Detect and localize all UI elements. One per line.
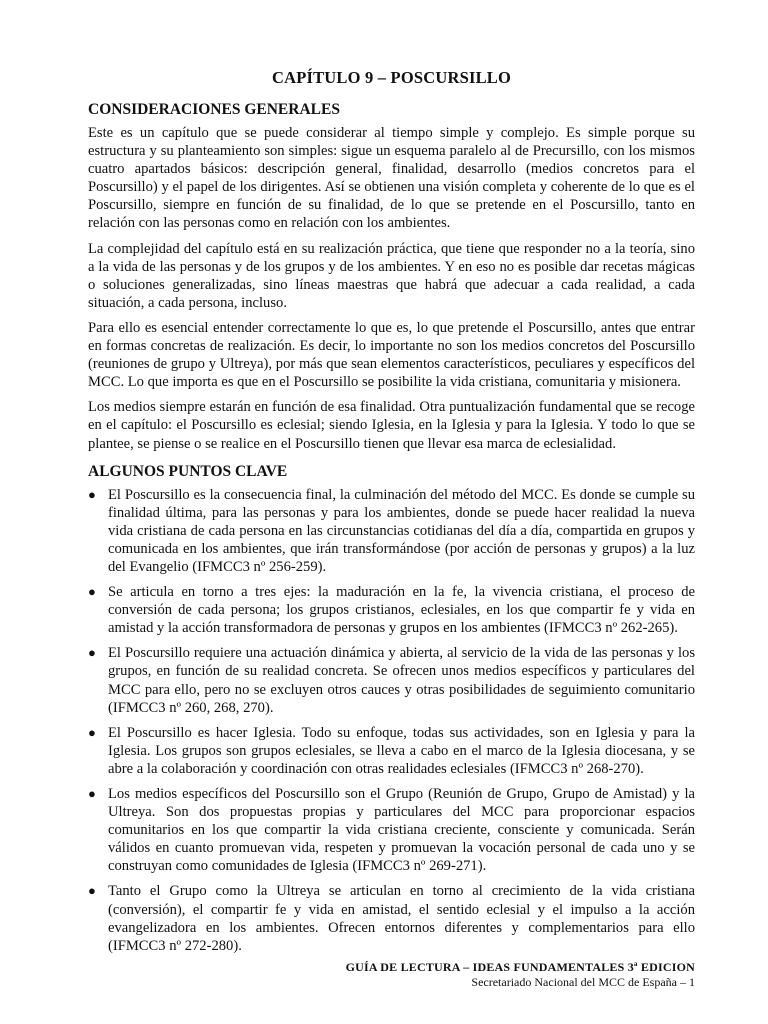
page-footer (346, 960, 695, 990)
list-item-text: Se articula en torno a tres ejes: la maduración en la fe, la vivencia cristiana, el proceso de conversión de cada persona; los grupos cristianos, eclesiales, en los que compartir fe y vida en amistad y la acción transformadora de personas y grupos en los ambientes (IFMCC3 nº 262-265). (108, 584, 695, 637)
footer-subtitle: Secretariado Nacional del MCC de España – 1 (471, 975, 695, 989)
paragraph: La complejidad del capítulo está en su realización práctica, que tiene que responder no a la teoría, sino a la vida de las personas y de los grupos y de los ambientes. Y en eso no es posible dar recetas mágicas o soluciones generalizadas, sino líneas maestras que habrá que adecuar a cada realidad, a cada situación, a cada persona, incluso. (88, 240, 695, 311)
list-item (88, 644, 695, 716)
list-item-text: El Poscursillo es la consecuencia final, la culminación del método del MCC. Es donde se cumple su finalidad última, para las personas y para los ambientes, donde se puede hacer realidad la nueva vida cristiana de cada persona en las circunstancias cotidianas del día a día, compartida en grupos y comunicada en los ambientes, que irán transformándose (por acción de personas y grupos) a la luz del Evangelio (IFMCC3 nº 256-259). (108, 486, 695, 575)
list-item-text: Los medios específicos del Poscursillo son el Grupo (Reunión de Grupo, Grupo de Amistad) y la Ultreya. Son dos propuestas propias y particulares del MCC para proporcionar espacios comunitarios en los que compartir la vida cristiana creciente, consciente y comunicada. Serán válidos en cuanto promuevan vida, respeten y promuevan la vocación personal de cada uno y se construyan como comunidades de Iglesia (IFMCC3 nº 269-271). (108, 786, 695, 875)
list-item (88, 486, 695, 576)
list-item (88, 785, 695, 875)
bullet-icon: ● (88, 584, 96, 600)
list-item-text: El Poscursillo es hacer Iglesia. Todo su enfoque, todas sus actividades, son en Iglesia y para la Iglesia. Los grupos son grupos eclesiales, se lleva a cabo en el marco de la Iglesia diocesana, y se abre a la colaboración y coordinación con otras realidades eclesiales (IFMCC3 nº 268-270). (108, 724, 695, 777)
bullet-icon: ● (88, 645, 96, 661)
paragraph: Los medios siempre estarán en función de esa finalidad. Otra puntualización fundamental que se recoge en el capítulo: el Poscursillo es eclesial; siendo Iglesia, en la Iglesia y para la Iglesia. Y todo lo que se plantee, se piense o se realice en el Poscursillo tienen que llevar esa marca de eclesialidad. (88, 399, 695, 452)
list-item (88, 583, 695, 637)
bullet-icon: ● (88, 883, 96, 899)
list-item-text: El Poscursillo requiere una actuación dinámica y abierta, al servicio de la vida de las personas y los grupos, en función de su realidad concreta. Se ofrecen unos medios específicos y particulares del MCC para ello, pero no se excluyen otros cauces y otras posibilidades de seguimiento comunitario (IFMCC3 nº 260, 268, 270). (108, 645, 695, 716)
list-item-text: Tanto el Grupo como la Ultreya se articulan en torno al crecimiento de la vida cristiana (conversión), el compartir fe y vida en amistad, el sentido eclesial y el impulso a la acción evangelizadora en los ambientes. Ofrecen entornos diferentes y complementarios para ello (IFMCC3 nº 272-280). (108, 883, 695, 954)
list-item (88, 882, 695, 954)
section-heading-puntos-clave: ALGUNOS PUNTOS CLAVE (88, 462, 288, 480)
bullet-icon: ● (88, 486, 96, 502)
list-item (88, 724, 695, 778)
section-heading-consideraciones: CONSIDERACIONES GENERALES (88, 101, 340, 118)
paragraph: Este es un capítulo que se puede considerar al tiempo simple y complejo. Es simple porque su estructura y su planteamiento son simples: sigue un esquema paralelo al de Precursillo, con los mismos cuatro apartados básicos: descripción general, finalidad, desarrollo (medios concretos para el Poscursillo) y el papel de los dirigentes. Así se obtienen una visión completa y coherente de lo que es el Poscursillo, siempre en función de su finalidad, de lo que se pretende en el Poscursillo, tanto en relación con las personas como en relación con los ambientes. (88, 125, 695, 232)
paragraph: Para ello es esencial entender correctamente lo que es, lo que pretende el Poscursillo, antes que entrar en formas concretas de realización. Es decir, lo importante no son los medios concretos del Poscursillo (reuniones de grupo y Ultreya), por más que sean elementos característicos, peculiares y específicos del MCC. Lo que importa es que en el Poscursillo se posibilite la vida cristiana, comunitaria y misionera. (88, 319, 695, 391)
footer-title: GUÍA DE LECTURA – IDEAS FUNDAMENTALES 3ª EDICION (345, 960, 695, 974)
page-title: CAPÍTULO 9 – POSCURSILLO (271, 68, 512, 87)
bullet-icon: ● (88, 786, 96, 801)
bullet-icon: ● (88, 724, 96, 740)
key-points-list (88, 486, 695, 955)
